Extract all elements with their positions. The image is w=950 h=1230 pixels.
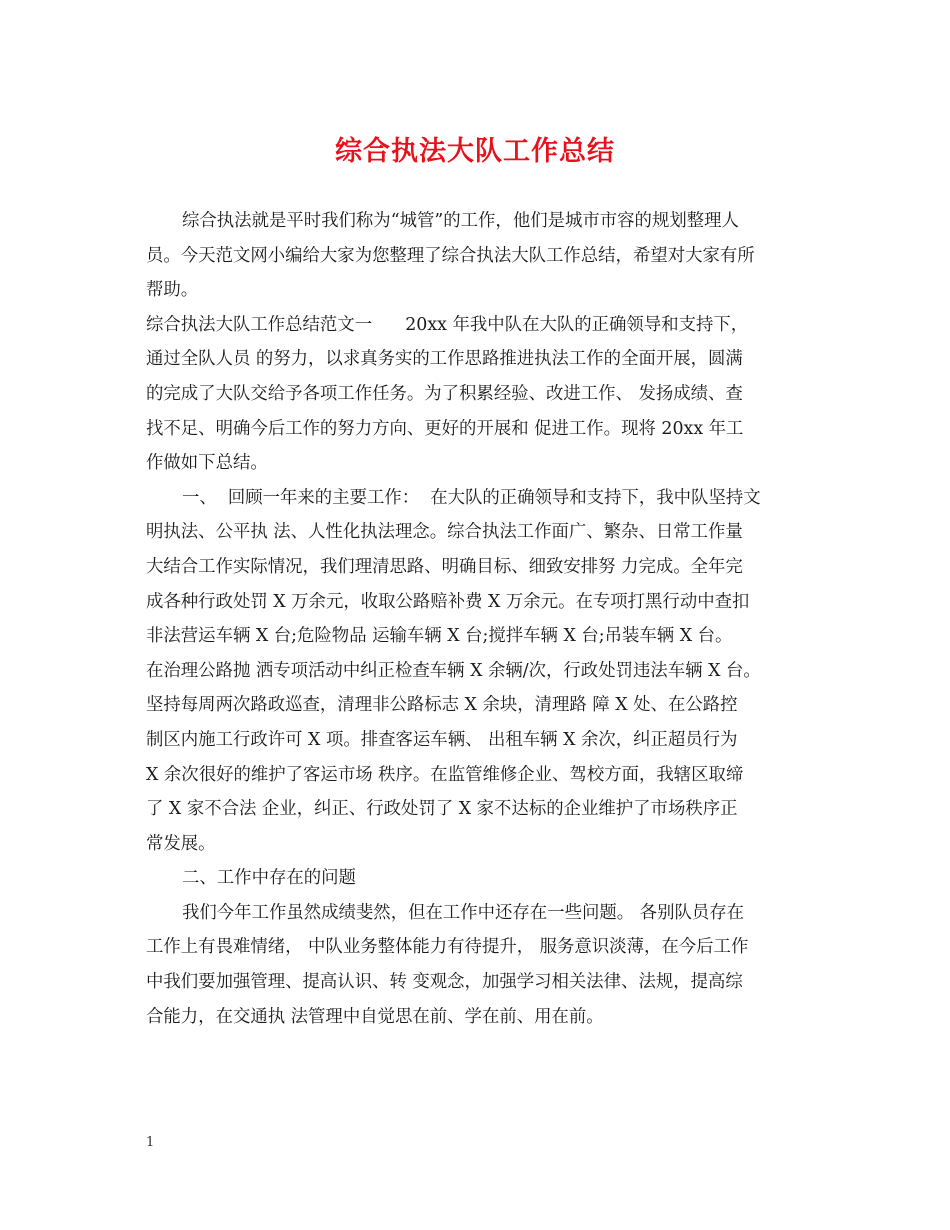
- text-line: 大结合工作实际情况，我们理清思路、明确目标、细致安排努 力完成。全年完: [146, 556, 743, 577]
- text-line: 我们今年工作虽然成绩斐然，但在工作中还存在一些问题。 各别队员存在: [182, 902, 745, 923]
- text-line: 合能力，在交通执 法管理中自觉思在前、学在前、用在前。: [146, 1006, 604, 1027]
- text-line: 制区内施工行政许可 X 项。排查客运车辆、 出租车辆 X 余次，纠正超员行为: [146, 729, 738, 750]
- text-line: 帮助。: [146, 280, 199, 301]
- document-title: 综合执法大队工作总结: [335, 136, 615, 167]
- text-line: 常发展。: [146, 833, 216, 854]
- text-line: 综合执法就是平时我们称为“城管”的工作，他们是城市市容的规划整理人: [182, 211, 739, 231]
- text-line: 的完成了大队交给予各项工作任务。为了积累经验、改进工作、 发扬成绩、查: [146, 383, 743, 404]
- page-number: 1: [146, 1135, 155, 1150]
- text-line: 明执法、公平执 法、人性化执法理念。综合执法工作面广、繁杂、日常工作量: [146, 522, 743, 543]
- text-line: 作做如下总结。: [146, 453, 268, 474]
- text-line: 中我们要加强管理、提高认识、转 变观念，加强学习相关法律、法规，提高综: [146, 972, 743, 993]
- text-line: 工作上有畏难情绪， 中队业务整体能力有待提升， 服务意识淡薄，在今后工作: [146, 937, 749, 958]
- text-line: 在治理公路抛 洒专项活动中纠正检查车辆 X 余辆/次，行政处罚违法车辆 X 台。: [146, 660, 761, 681]
- text-line: 坚持每周两次路政巡查，清理非公路标志 X 余块，清理路 障 X 处、在公路控: [146, 695, 738, 716]
- text-line: 通过全队人员 的努力，以求真务实的工作思路推进执法工作的全面开展，圆满: [146, 349, 743, 370]
- document-body: [146, 204, 816, 1034]
- text-line: 一、 回顾一年来的主要工作： 在大队的正确领导和支持下，我中队坚持文: [182, 487, 761, 508]
- text-line: X 余次很好的维护了客运市场 秩序。在监管维修企业、驾校方面，我辖区取缔: [146, 764, 744, 785]
- section-heading: 二、工作中存在的问题: [182, 868, 356, 889]
- text-line: 找不足、明确今后工作的努力方向、更好的开展和 促进工作。现将 20xx 年工: [146, 418, 744, 439]
- text-line: 员。今天范文网小编给大家为您整理了综合执法大队工作总结，希望对大家有所: [146, 245, 755, 266]
- text-line: 了 X 家不合法 企业，纠正、行政处罚了 X 家不达标的企业维护了市场秩序正: [146, 799, 738, 820]
- text-line: 成各种行政处罚 X 万余元，收取公路赔补费 X 万余元。在专项打黑行动中查扣: [146, 591, 750, 612]
- text-line: 综合执法大队工作总结范文一 20xx 年我中队在大队的正确领导和支持下，: [146, 314, 749, 335]
- text-line: 非法营运车辆 X 台;危险物品 运输车辆 X 台;搅拌车辆 X 台;吊装车辆 X 台。: [146, 626, 733, 647]
